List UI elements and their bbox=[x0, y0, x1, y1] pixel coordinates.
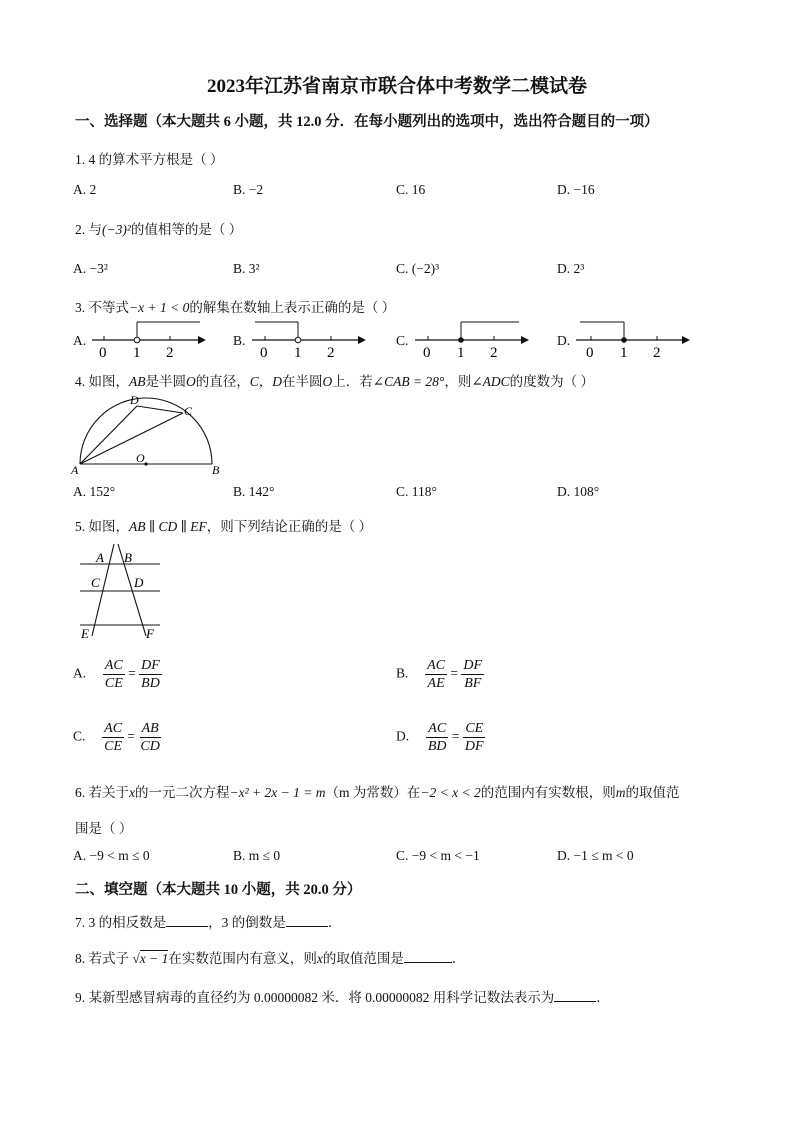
tick-0: 0 bbox=[260, 345, 268, 360]
label-e: E bbox=[81, 626, 89, 641]
q5-parallel-lines-figure bbox=[74, 542, 174, 642]
equals-sign: = bbox=[450, 665, 459, 681]
tick-2: 2 bbox=[653, 345, 661, 360]
q1-option-b: B. −2 bbox=[233, 182, 264, 197]
q3-option-b-label: B. bbox=[233, 333, 246, 348]
q4-option-d: D. 108° bbox=[557, 484, 600, 499]
fraction: $\frac{AC}{AE}$ bbox=[427, 658, 446, 691]
question-1-stem: 1. 4 的算术平方根是（ ） bbox=[75, 152, 224, 167]
tick-0: 0 bbox=[99, 345, 107, 360]
q3-inequality: −x + 1 < 0 bbox=[129, 300, 190, 315]
q6-text: 的范围内有实数根，则 bbox=[480, 785, 616, 800]
answer-blank[interactable] bbox=[166, 914, 208, 927]
question-2-stem bbox=[75, 218, 242, 238]
q4-o: O bbox=[186, 374, 196, 389]
q8-text: ． bbox=[451, 951, 466, 966]
label-a: A bbox=[96, 550, 104, 565]
q1-option-a: A. 2 bbox=[73, 182, 97, 197]
section-heading-fill: 二、填空题（本大题共 10 小题，共 20.0 分） bbox=[75, 882, 362, 898]
label-b: B bbox=[124, 550, 132, 565]
tick-1: 1 bbox=[294, 345, 302, 360]
tick-0: 0 bbox=[586, 345, 594, 360]
question-5-stem bbox=[75, 515, 372, 535]
q8-radicand: x − 1 bbox=[139, 951, 169, 966]
q1-option-d: D. −16 bbox=[557, 182, 595, 197]
equals-sign: = bbox=[128, 665, 136, 681]
q6-option-c: C. −9 < m < −1 bbox=[396, 848, 480, 863]
fraction: $\frac{AC}{BD}$ bbox=[427, 721, 447, 754]
q5-parallel-expr: AB ∥ CD ∥ EF bbox=[129, 519, 207, 534]
q4-mid1: 是半圆 bbox=[145, 374, 186, 389]
q2-option-a: A. −3² bbox=[73, 261, 108, 276]
q6-option-b: B. m ≤ 0 bbox=[233, 848, 281, 863]
equals-sign: = bbox=[127, 728, 136, 744]
question-4-stem bbox=[75, 370, 594, 390]
q4-mid2: 的直径， bbox=[195, 374, 250, 389]
q5-pre: 5. 如图， bbox=[75, 519, 129, 534]
q2-stem-post: 的值相等的是（ ） bbox=[130, 222, 243, 237]
q2-stem-pre: 2. 与 bbox=[75, 222, 102, 237]
label-c: C bbox=[184, 404, 193, 418]
label-o: O bbox=[136, 451, 145, 465]
label-b: B bbox=[212, 463, 220, 477]
page-title: 2023年江苏省南京市联合体中考数学二模试卷 bbox=[206, 76, 587, 97]
question-6-stem-line2: 围是（ ） bbox=[75, 821, 133, 836]
fraction: $\frac{AC}{CE}$ bbox=[104, 721, 123, 754]
q9-text: 9. 某新型感冒病毒的直径约为 0.00000082 米．将 0.00000082 用科学记数法表示为 bbox=[75, 990, 555, 1005]
label-c: C bbox=[91, 575, 100, 590]
tick-2: 2 bbox=[166, 345, 174, 360]
tick-1: 1 bbox=[133, 345, 141, 360]
q3-numberline-d bbox=[574, 318, 694, 360]
question-7 bbox=[75, 911, 341, 931]
q5-option-b bbox=[396, 657, 484, 692]
q3-option-a-label: A. bbox=[73, 333, 87, 348]
label-f: F bbox=[146, 626, 154, 641]
answer-blank[interactable] bbox=[554, 989, 596, 1002]
q3-option-d-label: D. bbox=[557, 333, 571, 348]
q3-option-c-label: C. bbox=[396, 333, 409, 348]
q5-option-c bbox=[73, 720, 162, 755]
q3-stem-post: 的解集在数轴上表示正确的是（ ） bbox=[189, 300, 396, 315]
q6-text: 6. 若关于 bbox=[75, 785, 129, 800]
equals-sign: = bbox=[451, 728, 460, 744]
q4-cd: C，D bbox=[249, 374, 283, 389]
tick-2: 2 bbox=[490, 345, 498, 360]
tick-1: 1 bbox=[457, 345, 465, 360]
question-3-stem bbox=[75, 296, 395, 316]
q5-option-a bbox=[73, 657, 162, 692]
q9-text: ． bbox=[596, 990, 610, 1005]
q6-var-m: m bbox=[615, 785, 626, 800]
option-label: C. bbox=[73, 728, 86, 744]
q6-option-a: A. −9 < m ≤ 0 bbox=[73, 848, 150, 863]
q6-option-d: D. −1 ≤ m < 0 bbox=[557, 848, 634, 863]
section-heading-choice: 一、选择题（本大题共 6 小题，共 12.0 分．在每小题列出的选项中，选出符合题目的一项） bbox=[75, 114, 659, 130]
question-9 bbox=[75, 986, 610, 1006]
q7-text: ． bbox=[327, 915, 342, 930]
q3-stem-pre: 3. 不等式 bbox=[75, 300, 129, 315]
tick-1: 1 bbox=[620, 345, 628, 360]
label-a: A bbox=[71, 463, 79, 477]
q4-post: 的度数为（ ） bbox=[509, 374, 595, 389]
q2-option-d: D. 2³ bbox=[557, 261, 585, 276]
answer-blank[interactable] bbox=[404, 950, 452, 963]
q5-post: ，则下列结论正确的是（ ） bbox=[206, 519, 373, 534]
option-label: A. bbox=[73, 665, 87, 681]
answer-blank[interactable] bbox=[286, 914, 328, 927]
q4-semicircle-figure bbox=[70, 392, 230, 478]
fraction: $\frac{CE}{DF}$ bbox=[464, 721, 484, 754]
q1-option-c: C. 16 bbox=[396, 182, 426, 197]
q4-angle-cab: ∠CAB = 28° bbox=[372, 374, 445, 389]
q8-text: 在实数范围内有意义，则 bbox=[168, 951, 317, 966]
q4-option-a: A. 152° bbox=[73, 484, 116, 499]
q6-equation: −x² + 2x − 1 = m bbox=[229, 785, 326, 800]
q6-text: 的取值范 bbox=[625, 785, 680, 800]
option-label: D. bbox=[396, 728, 410, 744]
fraction: $\frac{DF}{BF}$ bbox=[463, 658, 483, 691]
q2-option-b: B. 3² bbox=[233, 261, 260, 276]
tick-0: 0 bbox=[423, 345, 431, 360]
q7-text: ，3 的倒数是 bbox=[208, 915, 286, 930]
q2-option-c: C. (−2)³ bbox=[396, 261, 440, 276]
q4-o2: O bbox=[322, 374, 333, 389]
q5-option-d bbox=[396, 720, 486, 755]
q3-numberline-c bbox=[413, 318, 533, 360]
fraction: $\frac{DF}{BD}$ bbox=[141, 658, 160, 691]
label-d: D bbox=[134, 575, 144, 590]
q8-text: 8. 若式子 bbox=[75, 951, 129, 966]
label-d: D bbox=[130, 393, 139, 407]
q6-range: −2 < x < 2 bbox=[420, 785, 481, 800]
q7-text: 7. 3 的相反数是 bbox=[75, 915, 167, 930]
q4-mid5: ，则 bbox=[444, 374, 472, 389]
option-label: B. bbox=[396, 665, 409, 681]
q4-mid3: 在半圆 bbox=[282, 374, 323, 389]
question-8 bbox=[75, 947, 465, 967]
q4-ab: AB bbox=[129, 374, 146, 389]
q6-text: 的一元二次方程 bbox=[135, 785, 230, 800]
q4-angle-adc: ∠ADC bbox=[471, 374, 510, 389]
fraction: $\frac{AC}{CE}$ bbox=[104, 658, 123, 691]
q6-var-x: x bbox=[129, 785, 135, 800]
q4-option-c: C. 118° bbox=[396, 484, 437, 499]
tick-2: 2 bbox=[327, 345, 335, 360]
q4-mid4: 上．若 bbox=[332, 374, 373, 389]
q3-numberline-a bbox=[90, 318, 210, 360]
q8-text: 的取值范围是 bbox=[322, 951, 404, 966]
question-6-stem-line1 bbox=[75, 781, 679, 801]
q6-text: （m 为常数）在 bbox=[325, 785, 421, 800]
q4-option-b: B. 142° bbox=[233, 484, 275, 499]
sqrt-symbol: √ bbox=[132, 951, 140, 966]
q8-var-x: x bbox=[316, 951, 323, 966]
q4-pre: 4. 如图， bbox=[75, 374, 129, 389]
q2-expression: (−3)² bbox=[102, 222, 131, 237]
fraction: $\frac{AB}{CD}$ bbox=[140, 721, 160, 754]
q3-numberline-b bbox=[250, 318, 370, 360]
